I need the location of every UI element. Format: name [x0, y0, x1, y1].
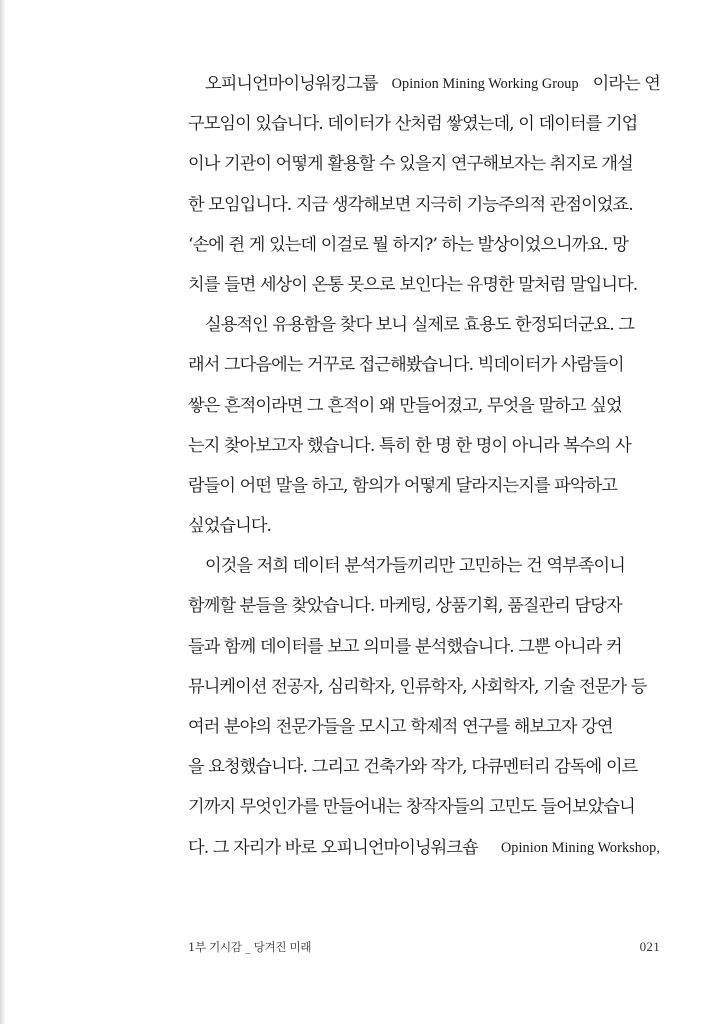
text-line-10-text: 는지 찾아보고자 했습니다. 특히 한 명 한 명이 아니라 복수의 사: [188, 435, 631, 456]
text-line-13: [188, 546, 660, 586]
text-line-5-text: ‘손에 쥔 게 있는데 이걸로 뭘 하지?’ 하는 발상이었으니까요. 망: [188, 234, 628, 255]
text-line-11: [188, 466, 660, 506]
text-line-10: [188, 426, 660, 466]
text-line-15: [188, 627, 660, 667]
text-line-20-english: Opinion Mining Workshop,: [500, 839, 660, 856]
text-line-1-part-1: 오피니언마이닝워킹그룹: [205, 74, 378, 94]
text-line-16: [188, 667, 660, 707]
text-line-6: [188, 265, 660, 305]
text-line-7: [188, 305, 660, 345]
text-line-19-text: 기까지 무엇인가를 만들어내는 창작자들의 고민도 들어보았습니: [188, 797, 635, 818]
text-line-17-text: 여러 분야의 전문가들을 모시고 학제적 연구를 해보고자 강연: [188, 717, 613, 737]
text-line-8: [188, 345, 660, 385]
text-line-5: [188, 225, 660, 265]
text-line-4-text: 한 모임입니다. 지금 생각해보면 지극히 기능주의적 관점이었죠.: [188, 194, 633, 215]
page-number: 021: [639, 939, 660, 954]
text-line-18-text: 을 요청했습니다. 그리고 건축가와 작가, 다큐멘터리 감독에 이르: [188, 757, 638, 778]
text-line-19: [188, 787, 660, 827]
text-line-12: [188, 506, 660, 546]
text-line-2-text: 구모임이 있습니다. 데이터가 산처럼 쌓였는데, 이 데이터를 기업: [188, 114, 638, 135]
page-edge-shadow: [0, 0, 6, 1024]
body-text: [188, 64, 660, 868]
running-head: 1부 기시감 _ 당겨진 미래: [188, 940, 312, 954]
text-line-2: [188, 104, 660, 144]
text-line-6-text: 치를 들면 세상이 온통 못으로 보인다는 유명한 말처럼 말입니다.: [188, 274, 638, 295]
text-line-1-english: Opinion Mining Working Group: [391, 76, 579, 92]
text-line-18: [188, 747, 660, 787]
text-line-17: [188, 707, 660, 747]
text-line-13-text: 이것을 저희 데이터 분석가들끼리만 고민하는 건 역부족이니: [205, 556, 625, 577]
text-line-14: [188, 586, 660, 626]
text-line-3-text: 이나 기관이 어떻게 활용할 수 있을지 연구해보자는 취지로 개설: [188, 154, 633, 175]
text-line-14-text: 함께할 분들을 찾았습니다. 마케팅, 상품기획, 품질관리 담당자: [188, 596, 622, 617]
text-line-9: [188, 386, 660, 426]
text-line-3: [188, 144, 660, 184]
text-line-4: [188, 185, 660, 225]
text-line-15-text: 들과 함께 데이터를 보고 의미를 분석했습니다. 그뿐 아니라 커: [188, 636, 622, 657]
text-line-20-part-1: 다. 그 자리가 바로 오피니언마이닝워크숍: [188, 837, 478, 858]
text-line-16-text: 뮤니케이션 전공자, 심리학자, 인류학자, 사회학자, 기술 전문가 등: [188, 676, 647, 697]
text-line-20: [188, 828, 660, 868]
text-line-8-text: 래서 그다음에는 거꾸로 접근해봤습니다. 빅데이터가 사람들이: [188, 355, 624, 376]
text-line-12-text: 싶었습니다.: [188, 516, 272, 537]
text-line-1-part-2: 이라는 연: [592, 74, 660, 94]
text-line-9-text: 쌓은 흔적이라면 그 흔적이 왜 만들어졌고, 무엇을 말하고 싶었: [188, 395, 622, 416]
text-line-1: [188, 64, 660, 104]
text-line-11-text: 람들이 어떤 말을 하고, 함의가 어떻게 달라지는지를 파악하고: [188, 475, 618, 496]
text-line-7-text: 실용적인 유용함을 찾다 보니 실제로 효용도 한정되더군요. 그: [205, 315, 635, 336]
page-footer: [188, 935, 660, 959]
